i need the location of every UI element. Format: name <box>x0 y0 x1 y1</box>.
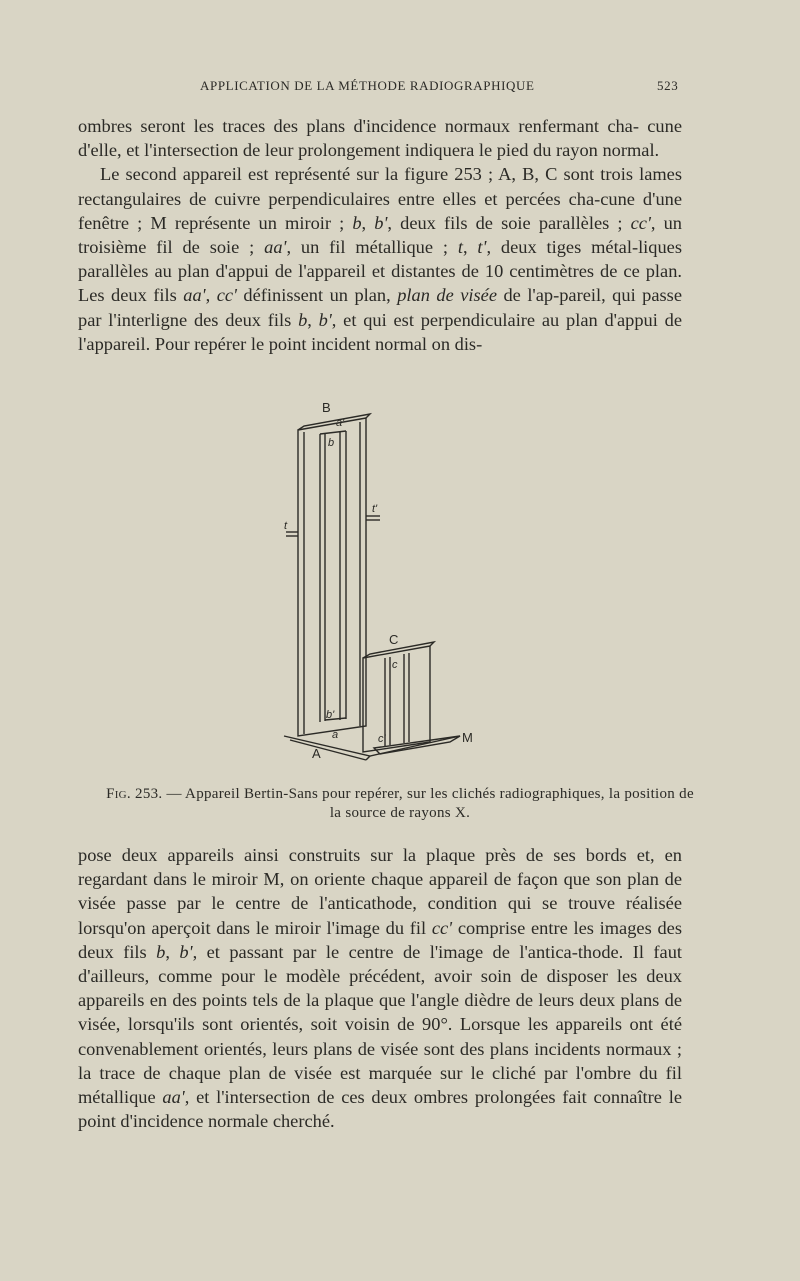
paragraph-apparatus-description <box>78 162 682 356</box>
text-run: Le second appareil est représenté sur la figure 253 ; A, B, C sont trois lames rectangulaires de cuivre perpendiculaires entre elles et percées cha-cune d'une fenêtre ; M représente un miroir ; <box>78 164 682 233</box>
line: cune d'elle, et l'intersection de leur prolongement indiquera le pied du <box>78 116 682 161</box>
text-run: comprise entre les images des deux fils <box>78 917 682 962</box>
ref-t: t <box>457 237 463 258</box>
plate-b <box>298 418 366 736</box>
text-run: , deux fils de soie parallèles ; <box>387 212 631 233</box>
text-run: , et qui est perpendiculaire au plan d'appui de l'appareil. Pour repérer le point incident normal on dis- <box>78 309 682 354</box>
text-run: , et l'intersection de ces deux ombres prolongées fait connaître le point d'incidence normale cherché. <box>78 1087 682 1132</box>
ref-cc-prime: cc' <box>431 917 453 938</box>
text-run: pose deux appareils ainsi construits sur la plaque près de ses bords et, en regardant dans le miroir M, on oriente chaque appareil de façon que son plan de visée passe par le centre de l'anticathode, condition qui se trouve réalisée lorsqu'on aperçoit dans le miroir l'image du fil <box>78 845 682 938</box>
label-M: M <box>462 730 473 745</box>
label-t: t <box>284 520 288 532</box>
text-run: , <box>361 212 375 233</box>
apparatus-drawing <box>270 396 500 776</box>
running-header <box>0 78 800 98</box>
ref-cc-prime: cc' <box>216 285 237 306</box>
label-b: b <box>328 437 335 449</box>
label-c-prime: c' <box>378 733 386 745</box>
label-b-prime: b' <box>326 709 335 721</box>
body-text-bottom <box>78 843 682 1133</box>
ref-b-prime: b' <box>318 309 332 330</box>
text-run: , deux tiges métal-liques parallèles au plan d'appui de l'appareil et distantes de 10 centimètres de ce plan. Les deux fils <box>78 237 682 306</box>
page-number: 523 <box>657 78 679 93</box>
line: ombres seront les traces des plans d'incidence normaux renfermant cha- <box>78 116 639 136</box>
figure-caption <box>100 785 700 823</box>
caption-text: — Appareil Bertin-Sans pour repérer, sur les clichés radiographiques, la position de la source de rayons X. <box>162 786 694 821</box>
paragraph-procedure <box>78 843 682 1133</box>
text-run: , un troisième fil de soie ; <box>78 212 682 258</box>
paragraph-continuation <box>78 114 682 162</box>
ref-b: b <box>352 212 362 233</box>
ref-cc-prime: cc' <box>630 212 651 233</box>
running-title: APPLICATION DE LA MÉTHODE RADIOGRAPHIQUE <box>200 78 535 93</box>
ref-aa-prime: aa' <box>264 237 287 258</box>
text-run: , <box>165 941 180 962</box>
text-run: , <box>307 309 319 330</box>
line: rayon normal. <box>556 140 660 161</box>
label-A: A <box>312 746 321 761</box>
text-run: , un fil métallique ; <box>286 237 458 258</box>
text-run: définissent un plan, <box>236 285 398 306</box>
figure-253-apparatus <box>270 396 500 776</box>
text-run: , <box>462 237 478 258</box>
label-a-prime: a' <box>336 417 345 429</box>
term-plan-de-visee: plan de visée <box>397 285 497 306</box>
ref-aa-prime: aa' <box>162 1087 185 1108</box>
ref-aa-prime: aa' <box>183 285 206 306</box>
ref-b-prime: b' <box>179 941 193 962</box>
text-run: de l'ap-pareil, qui passe par l'interligne des deux fils <box>78 285 682 330</box>
body-text-top <box>78 114 682 356</box>
ref-b: b <box>298 309 308 330</box>
label-C: C <box>389 632 399 647</box>
label-c: c <box>392 659 398 671</box>
label-a: a <box>332 729 339 741</box>
label-B: B <box>322 400 331 415</box>
ref-b: b <box>156 941 166 962</box>
ref-b-prime: b' <box>374 212 388 233</box>
text-run: , <box>205 285 217 306</box>
text-run: , et passant par le centre de l'image de l'antica-thode. Il faut d'ailleurs, comme pour le modèle précédent, avoir soin de disposer les deux appareils en des points tels de la plaque que l'angle dièdre de leurs deux plans de visée, lorsqu'ils sont orientés, soit voisin de 90°. Lorsque les appareils ont été convenablement orientés, leurs plans de visée sont des plans incidents normaux ; la trace de chaque plan de visée est marquée sur le cliché par l'ombre du fil métallique <box>78 941 683 1108</box>
caption-figure-number: Fig. 253. <box>106 786 163 802</box>
label-t-prime: t' <box>372 503 378 515</box>
ref-t-prime: t' <box>477 237 487 258</box>
